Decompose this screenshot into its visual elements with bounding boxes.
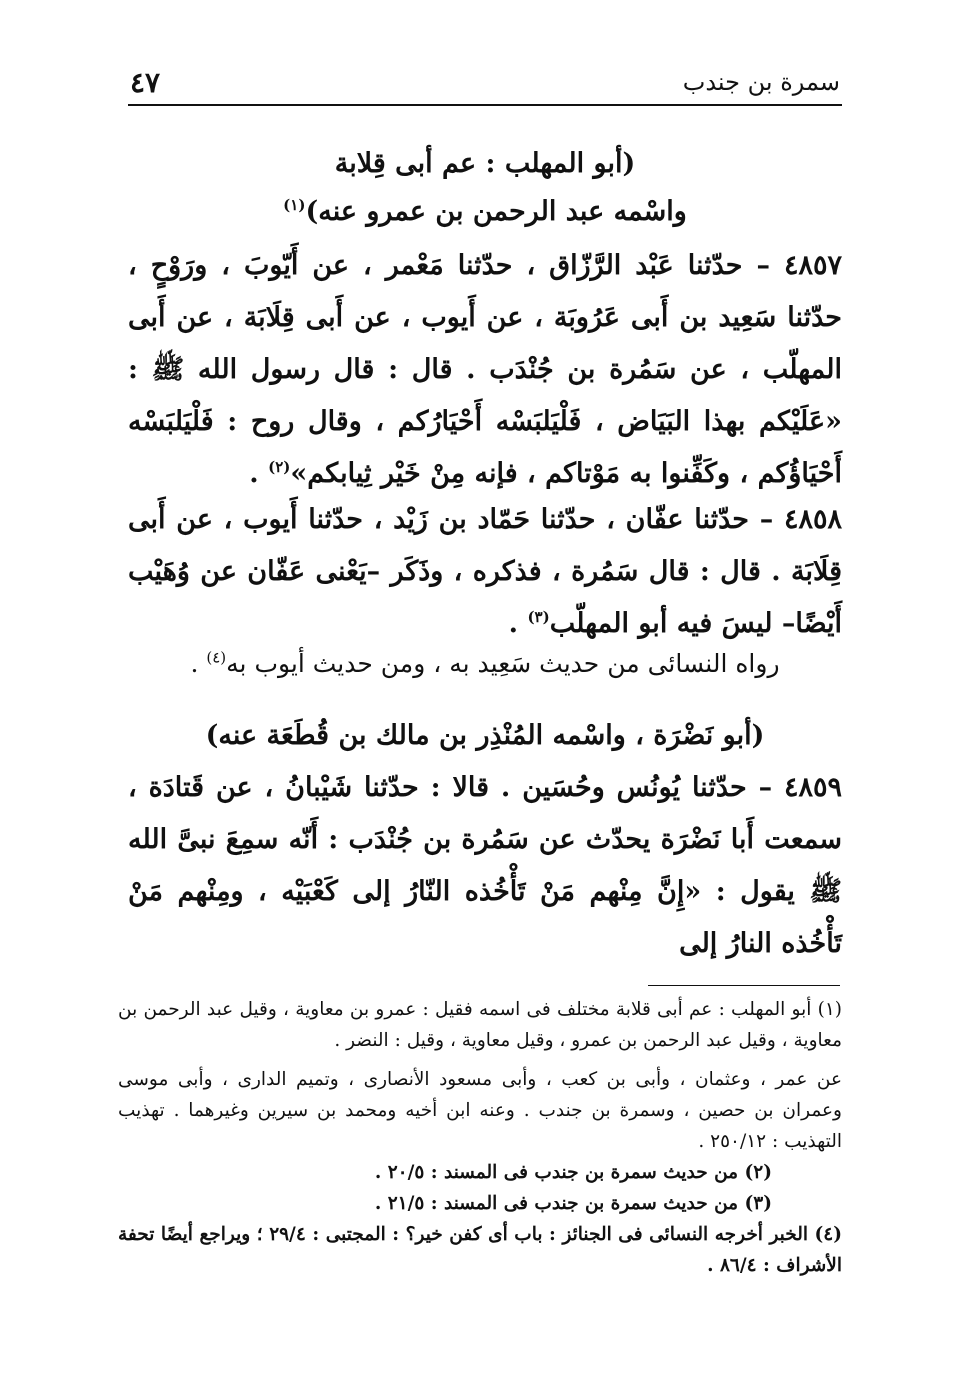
footnote-ref-1: (١) xyxy=(283,196,306,214)
footnotes xyxy=(118,994,842,1281)
section-heading-abu-al-muhallab: (أبو المهلب : عم أبى قِلابة xyxy=(334,148,636,179)
footnote-separator xyxy=(648,985,840,986)
footnote-ref-2: (٢) xyxy=(268,458,291,476)
hadith-4859 xyxy=(128,762,842,970)
footnote-ref-3: (٣) xyxy=(527,608,550,626)
page-number: ٤٧ xyxy=(130,65,161,99)
running-title: سمرة بن جندب xyxy=(682,68,840,96)
hadith-text: – حدّثنا عَبْد الرَّزّاق ، حدّثنا مَعْمر ، عن أَيّوبَ ، ورَوْحٍ ، حدّثنا سَعِيد بن أَبى عَرُوبَة ، عن أَيوب ، عن أَبى قِلَابَة ، عن أَبى المهلّب ، عن سَمُرة بن جُنْدَب . قال : قال رسول الله ﷺ : «عَلَيْكم بهذا البَيَاض ، فَلْيَلبَسْه أَحْيَارُكم ، وقال روح : فَلْيَلبَسْه أَحْيَاؤُكم ، وكَفِّنوا به مَوْتاكم ، فإنه مِنْ خَيْر ثِيابكم» xyxy=(128,250,842,489)
footnote-1-part-b: عن عمر ، وعثمان ، وأبى بن كعب ، وأبى مسعود الأنصارى ، وتميم الدارى ، وأبى موسى وعمران بن حصين ، وسمرة بن جندب . وعنه ابن أخيه ومحمد بن سيرين وغيرهما . تهذيب التهذيب : ٢٥٠/١٢ . xyxy=(118,1069,842,1152)
subheading-text: واسْمه عبد الرحمن بن عمرو عنه) xyxy=(305,196,687,227)
hadith-number: ٤٨٥٩ xyxy=(784,772,843,803)
hadith-text: – حدّثنا يُونُس وحُسَين . قالا : حدّثنا شَيْبانُ ، عن قَتادَة ، سمعت أَبا نَضْرَة يحدّث عن سَمُرة بن جُنْدَب : أَنّه سمِعَ نبىَّ الله ﷺ يقول : «إِنَّ مِنْهم مَنْ تَأْخُذه النّارُ إلى كَعْبَيْه ، ومِنْهم مَنْ تَأْخُذه النارُ إلى xyxy=(128,772,842,959)
section-heading-abu-nadra: (أبو نَضْرَة ، واسْمه المُنْذِر بن مالك بن قُطَعَة عنه) xyxy=(205,720,765,751)
footnote-ref-4: (٤) xyxy=(206,648,227,667)
nasai-note xyxy=(130,642,840,686)
hadith-4857 xyxy=(128,240,842,500)
footnote-4: (٤) الخبر أخرجه النسائى فى الجنائز : باب أى كفن خير؟ : المجتبى : ٢٩/٤ ؛ ويراجع أيضًا تحفة الأشراف : ٨٦/٤ . xyxy=(118,1224,842,1276)
hadith-end: . xyxy=(249,458,269,489)
section-subheading xyxy=(130,196,840,227)
hadith-number: ٤٨٥٨ xyxy=(783,504,842,535)
nasai-text: رواه النسائى من حديث سَعِيد به ، ومن حديث أيوب به xyxy=(226,649,780,678)
footnote-3: (٣) من حديث سمرة بن جندب فى المسند : ٢١/٥ . xyxy=(374,1193,772,1214)
footnote-1-part-a: (١) أبو المهلب : عم أبى قلابة مختلف فى اسمه فقيل : عمرو بن معاوية ، وقيل عبد الرحمن بن معاوية ، وقيل عبد الرحمن بن عمرو ، وقيل معاوية ، وقيل : النضر . xyxy=(118,999,842,1051)
footnote-2: (٢) من حديث سمرة بن جندب فى المسند : ٢٠/٥ . xyxy=(374,1162,772,1183)
hadith-4858 xyxy=(128,494,842,650)
page-header xyxy=(130,62,840,102)
hadith-end: . xyxy=(508,608,528,639)
nasai-end: . xyxy=(190,649,207,678)
hadith-number: ٤٨٥٧ xyxy=(783,250,842,281)
header-rule xyxy=(128,104,842,106)
hadith-text: – حدّثنا عفّان ، حدّثنا حَمّاد بن زَيْد ، حدّثنا أَيوب ، عن أَبى قِلَابَة . قال : قال سَمُرة ، فذكره ، وذَكَر –يَعْنى عَفّان عن وُهَيْب أَيْضًا– ليسَ فيه أبو المهلّب xyxy=(128,504,842,639)
